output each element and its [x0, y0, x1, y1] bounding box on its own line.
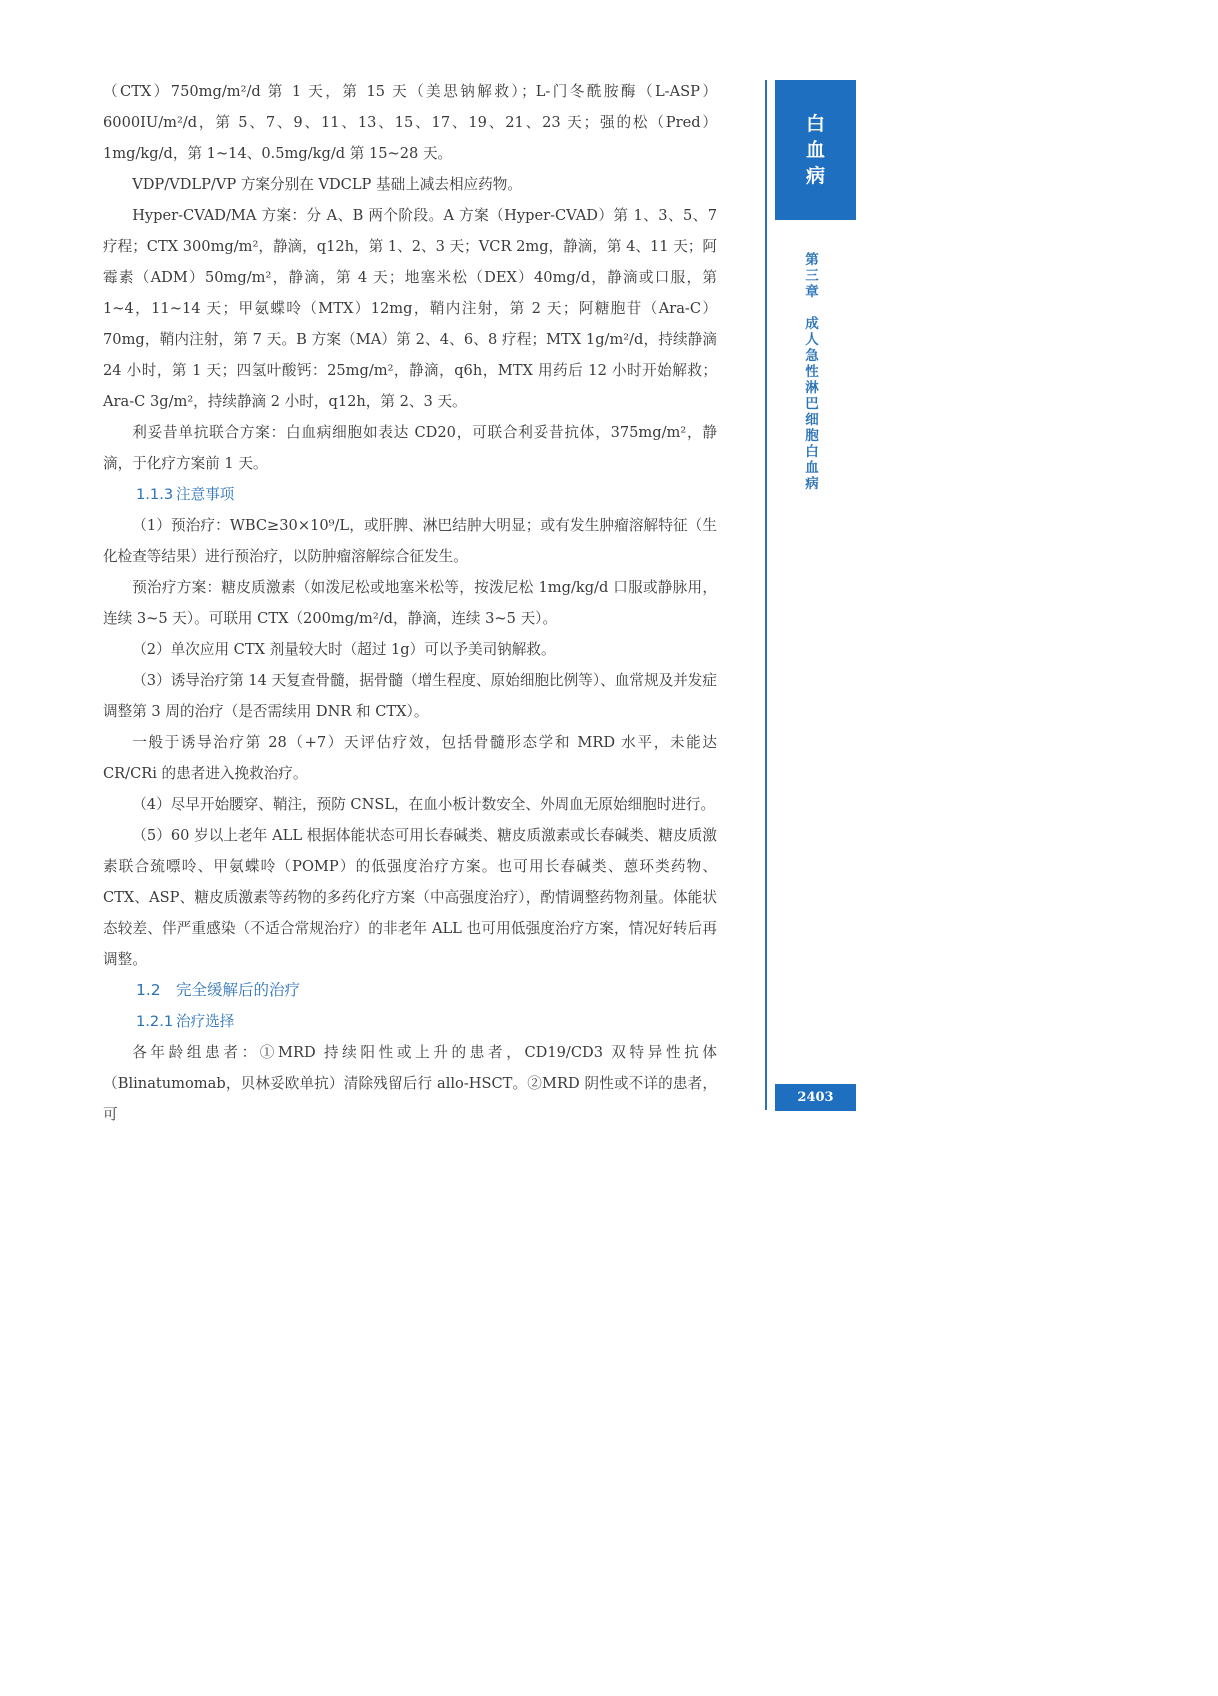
section-heading — [103, 479, 717, 510]
paragraph: 利妥昔单抗联合方案：白血病细胞如表达 CD20，可联合利妥昔抗体，375mg/m²，静滴，于化疗方案前 1 天。 — [103, 424, 717, 472]
chapter-title-char: 胞 — [805, 428, 819, 444]
section-tab — [775, 80, 856, 220]
section-tab-char: 血 — [805, 139, 825, 161]
section-title: 完全缓解后的治疗 — [176, 981, 301, 999]
chapter-title-char: 病 — [805, 476, 819, 492]
section-title: 注意事项 — [176, 486, 235, 503]
margin-divider — [765, 80, 767, 1110]
chapter-char: 第 — [805, 252, 819, 268]
section-number: 1.2 — [136, 981, 161, 999]
paragraph: 各年龄组患者：①MRD 持续阳性或上升的患者，CD19/CD3 双特异性抗体（Blinatumomab，贝林妥欧单抗）清除残留后行 allo-HSCT。②MRD 阴性或不详的患者，可 — [103, 1044, 717, 1123]
paragraph: （4）尽早开始腰穿、鞘注，预防 CNSL，在血小板计数安全、外周血无原始细胞时进行。 — [132, 796, 716, 813]
paragraph: （5）60 岁以上老年 ALL 根据体能状态可用长春碱类、糖皮质激素或长春碱类、糖皮质激素联合巯嘌呤、甲氨蝶呤（POMP）的低强度治疗方案。也可用长春碱类、蒽环类药物、CTX、ASP、糖皮质激素等药物的多药化疗方案（中高强度治疗），酌情调整药物剂量。体能状态较差、伴严重感染（不适合常规治疗）的非老年 ALL 也可用低强度治疗方案，情况好转后再调整。 — [103, 827, 717, 968]
paragraph: 预治疗方案：糖皮质激素（如泼尼松或地塞米松等，按泼尼松 1mg/kg/d 口服或静脉用，连续 3~5 天）。可联用 CTX（200mg/m²/d，静滴，连续 3~5 天）。 — [103, 579, 717, 627]
section-number: 1.2.1 — [136, 1013, 174, 1030]
section-number: 1.1.3 — [136, 486, 174, 503]
chapter-title-char: 血 — [805, 460, 819, 476]
paragraph: 一般于诱导治疗第 28（+7）天评估疗效，包括骨髓形态学和 MRD 水平，未能达 CR/CRi 的患者进入挽救治疗。 — [103, 734, 717, 782]
main-text — [103, 76, 717, 1130]
page-number: 2403 — [775, 1084, 856, 1111]
chapter-title-char: 急 — [805, 348, 819, 364]
chapter-title-char: 成 — [805, 316, 819, 332]
paragraph: Hyper-CVAD/MA 方案：分 A、B 两个阶段。A 方案（Hyper-CVAD）第 1、3、5、7 疗程；CTX 300mg/m²，静滴，q12h，第 1、2、3 天；VCR 2mg，静滴，第 4、11 天；阿霉素（ADM）50mg/m²，静滴，第 4 天；地塞米松（DEX）40mg/d，静滴或口服，第 1~4，11~14 天；甲氨蝶呤（MTX）12mg，鞘内注射，第 2 天；阿糖胞苷（Ara-C）70mg，鞘内注射，第 7 天。B 方案（MA）第 2、4、6、8 疗程；MTX 1g/m²/d，持续静滴 24 小时，第 1 天；四氢叶酸钙：25mg/m²，静滴，q6h，MTX 用药后 12 小时开始解救；Ara-C 3g/m²，持续静滴 2 小时，q12h，第 2、3 天。 — [103, 207, 718, 410]
chapter-title-char: 巴 — [805, 396, 819, 412]
paragraph: （3）诱导治疗第 14 天复查骨髓，据骨髓（增生程度、原始细胞比例等）、血常规及并发症调整第 3 周的治疗（是否需续用 DNR 和 CTX）。 — [103, 672, 717, 720]
chapter-title-char: 人 — [805, 332, 819, 348]
paragraph: VDP/VDLP/VP 方案分别在 VDCLP 基础上减去相应药物。 — [132, 176, 522, 193]
paragraph: （1）预治疗：WBC≥30×10⁹/L，或肝脾、淋巴结肿大明显；或有发生肿瘤溶解特征（生化检查等结果）进行预治疗，以防肿瘤溶解综合征发生。 — [103, 517, 717, 565]
section-heading — [103, 1006, 717, 1037]
paragraph: （2）单次应用 CTX 剂量较大时（超过 1g）可以予美司钠解救。 — [132, 641, 556, 658]
section-tab-char: 病 — [805, 165, 825, 187]
section-tab-char: 白 — [805, 113, 825, 135]
chapter-char: 章 — [805, 284, 819, 300]
chapter-title-char: 细 — [805, 412, 819, 428]
chapter-title-char: 淋 — [805, 380, 819, 396]
section-title: 治疗选择 — [176, 1013, 235, 1030]
paragraph: （CTX）750mg/m²/d 第 1 天，第 15 天（美思钠解救）；L-门冬酰胺酶（L-ASP）6000IU/m²/d，第 5、7、9、11、13、15、17、19、21、23 天；强的松（Pred）1mg/kg/d，第 1~14、0.5mg/kg/d 第 15~28 天。 — [103, 83, 717, 162]
chapter-title-char: 性 — [805, 364, 819, 380]
chapter-running-head — [803, 252, 821, 492]
chapter-title-char: 白 — [805, 444, 819, 460]
chapter-char: 三 — [805, 268, 819, 284]
section-heading — [103, 975, 717, 1006]
